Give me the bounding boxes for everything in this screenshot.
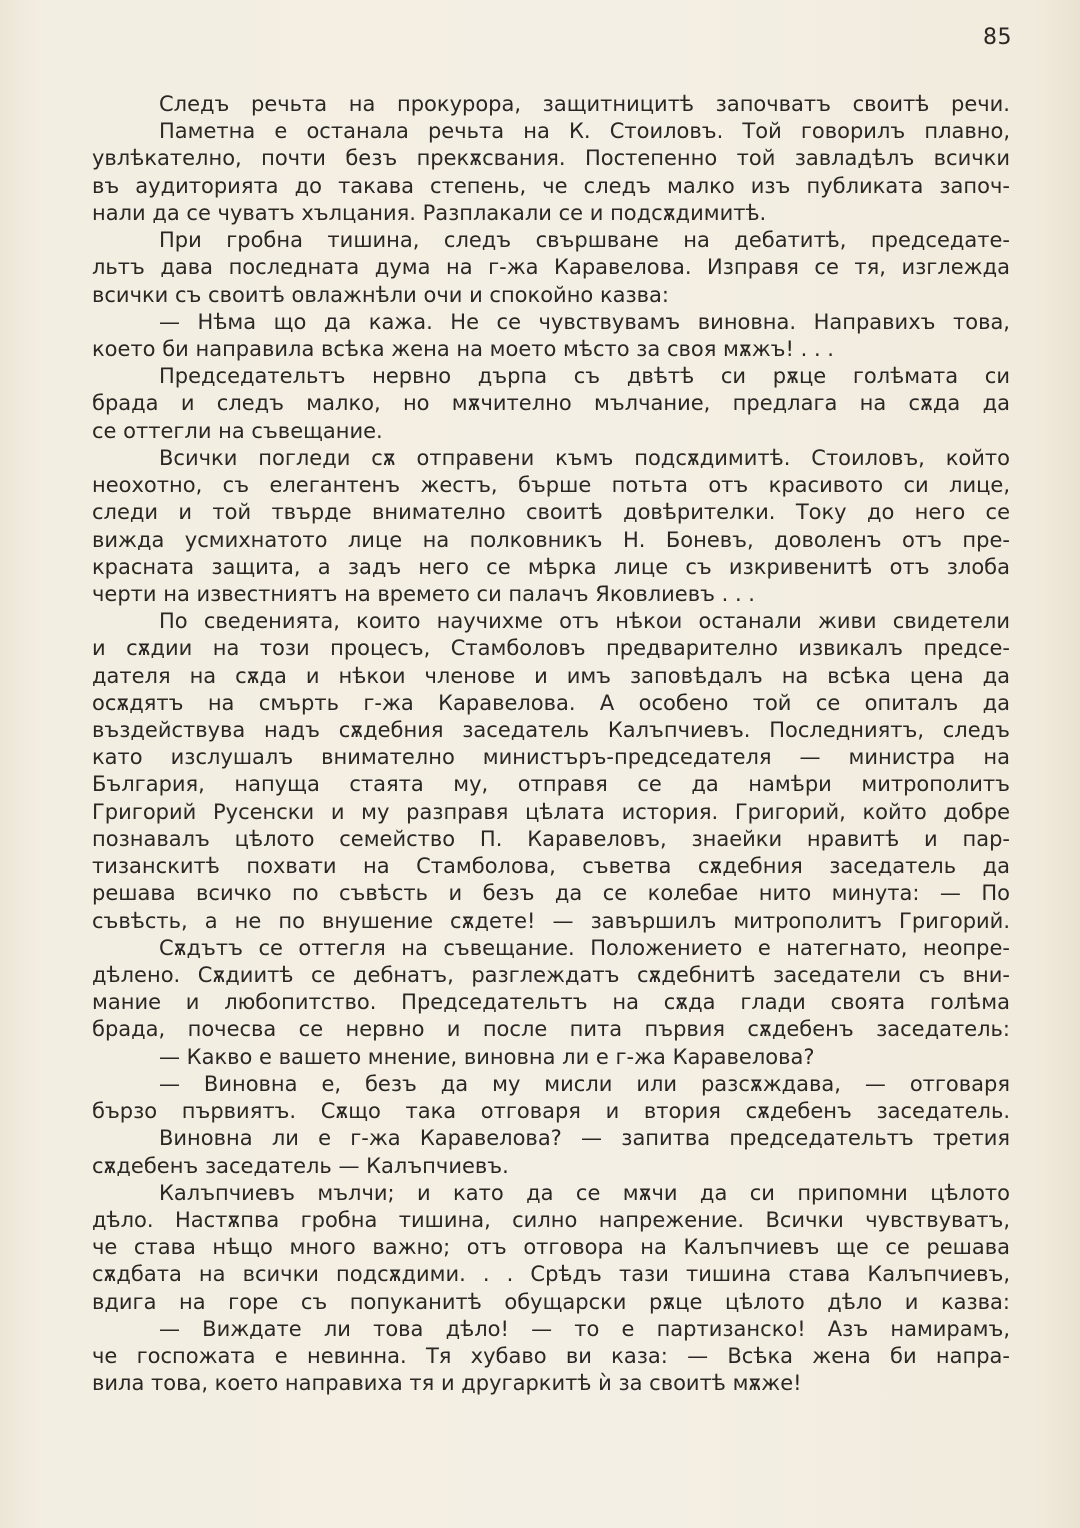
text-line: — Виждате ли това дѣло! — то е партизанско! Азъ намирамъ, [159,1316,1010,1341]
paragraph [92,608,1010,935]
text-line: че госпожата е невинна. Тя хубаво ви каза: — Всѣка жена би напра- [92,1344,1010,1369]
text-line: познавалъ цѣлото семейство П. Каравеловъ, знаейки нравитѣ и пар- [92,826,1010,851]
text-line: следи и той твърде внимателно своитѣ довѣрителки. Току до него се [92,500,1010,525]
text-line: Следъ речьта на прокурора, защитницитѣ започватъ своитѣ речи. [159,92,1010,116]
text-line: бързо първиятъ. Сѫщо така отговаря и втория сѫдебенъ заседатель. [92,1099,1010,1124]
paragraph [92,91,1010,118]
text-line: нали да се чуватъ хълцания. Разплакали се и подсѫдимитѣ. [92,200,767,225]
text-line: При гробна тишина, следъ свършване на дебатитѣ, председате- [159,228,1010,253]
text-line: дателя на сѫда и нѣкои членове и имъ заповѣдалъ на всѣка цена да [92,663,1010,688]
paragraph [92,118,1010,227]
text-line: което би направила всѣка жена на моето мѣсто за своя мѫжъ! . . . [92,336,834,361]
paragraph [92,1316,1010,1398]
text-line: льтъ дава последната дума на г-жа Каравелова. Изправя се тя, изглежда [92,255,1010,280]
text-line: вила това, което направиха тя и другаркитѣ ѝ за своитѣ мѫже! [92,1371,802,1396]
text-line: — Нѣма що да кажа. Не се чувствувамъ виновна. Направихъ това, [159,309,1010,334]
paragraph [92,445,1010,608]
text-line: — Какво е вашето мнение, виновна ли е г-жа Каравелова? [159,1044,815,1069]
text-line: вижда усмихнатото лице на полковникъ Н. Боневъ, доволенъ отъ пре- [92,527,1010,552]
paragraph [92,935,1010,1044]
text-line: България, напуща стаята му, отправя се да намѣри митрополитъ [92,772,1010,797]
text-line: вдига на горе съ попуканитѣ обущарски рѫце цѣлото дѣло и казва: [92,1289,1010,1314]
text-line: че става нѣщо много важно; отъ отговора на Калъпчиевъ ще се решава [92,1235,1010,1260]
paragraph [92,363,1010,445]
paragraph [92,227,1010,309]
text-line: брада и следъ малко, но мѫчително мълчание, предлага на сѫда да [92,391,1010,416]
text-line: черти на известниятъ на времето си палачъ Яковлиевъ . . . [92,581,755,606]
text-line: като изслушалъ внимателно министъръ-председателя — министра на [92,745,1010,770]
text-line: осѫдятъ на смърть г-жа Каравелова. А особено той се опиталъ да [92,690,1010,715]
text-line: увлѣкателно, почти безъ прекѫсвания. Постепенно той завладѣлъ всички [92,146,1010,171]
text-line: сѫдбата на всички подсѫдими. . . Срѣдъ тази тишина става Калъпчиевъ, [92,1262,1010,1287]
body-text [92,91,1010,1398]
text-line: въ аудиторията до такава степень, че следъ малко изъ публиката започ- [92,173,1010,198]
page-number: 85 [983,25,1012,50]
text-line: Калъпчиевъ мълчи; и като да се мѫчи да си припомни цѣлото [159,1180,1010,1205]
text-line: брада, почесва се нервно и после пита първия сѫдебенъ заседатель: [92,1017,1010,1042]
paragraph [92,1125,1010,1179]
text-line: Григорий Русенски и му разправя цѣлата история. Григорий, който добре [92,799,1010,824]
text-line: красната защита, а задъ него се мѣрка лице съ изкривенитѣ отъ злоба [92,554,1010,579]
text-line: неохотно, съ елегантенъ жестъ, бърше потьта отъ красивото си лице, [92,473,1010,498]
text-line: сѫдебенъ заседатель — Калъпчиевъ. [92,1153,509,1178]
text-line: въздействува надъ сѫдебния заседатель Калъпчиевъ. Последниятъ, следъ [92,718,1010,743]
text-line: По сведенията, които научихме отъ нѣкои останали живи свидетели [159,609,1010,634]
text-line: Председательтъ нервно дърпа съ двѣтѣ си рѫце голѣмата си [159,364,1010,389]
text-line: тизанскитѣ похвати на Стамболова, съветва сѫдебния заседатель да [92,854,1010,879]
paragraph [92,309,1010,363]
paragraph [92,1044,1010,1071]
text-line: дѣлено. Сѫдиитѣ се дебнатъ, разглеждатъ сѫдебнитѣ заседатели съ вни- [92,963,1010,987]
text-line: съвѣсть, а не по внушение сѫдете! — завършилъ митрополитъ Григорий. [92,908,1010,933]
text-line: Всички погледи сѫ отправени къмъ подсѫдимитѣ. Стоиловъ, който [159,445,1010,470]
paragraph [92,1180,1010,1316]
text-line: Сѫдътъ се оттегля на съвещание. Положението е натегнато, неопре- [159,935,1010,960]
text-line: решава всичко по съвѣсть и безъ да се колебае нито минута: — По [92,881,1010,906]
text-line: се оттегли на съвещание. [92,418,383,443]
text-line: и сѫдии на този процесъ, Стамболовъ предварително извикалъ предсе- [92,636,1010,661]
text-line: мание и любопитство. Председательтъ на сѫда глади своята голѣма [92,990,1010,1015]
text-line: дѣло. Настѫпва гробна тишина, силно напрежение. Всички чувствуватъ, [92,1207,1010,1232]
text-line: Паметна е останала речьта на К. Стоиловъ. Той говорилъ плавно, [159,119,1010,144]
text-line: всички съ своитѣ овлажнѣли очи и спокойно казва: [92,282,669,307]
text-line: Виновна ли е г-жа Каравелова? — запитва председательтъ третия [159,1126,1010,1151]
paragraph [92,1071,1010,1125]
text-line: — Виновна е, безъ да му мисли или разсѫждава, — отговаря [159,1071,1010,1096]
